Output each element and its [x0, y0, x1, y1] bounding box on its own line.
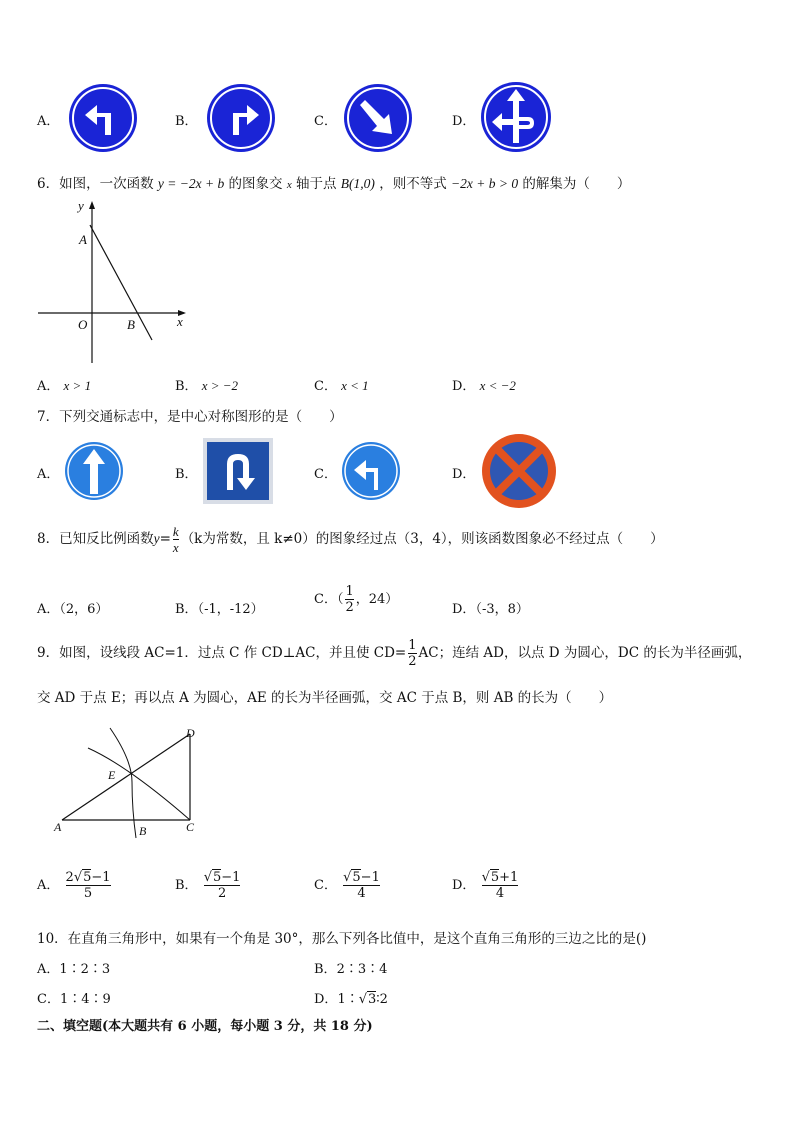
q10-option-a: A．1∶2∶3	[37, 962, 111, 977]
no-stopping-sign-icon	[480, 433, 558, 509]
q9-label-e: E	[108, 768, 116, 782]
q6-option-d: D． x < −2	[452, 378, 516, 394]
q8-option-a: A．（2，6）	[37, 602, 109, 617]
q7-option-b-label: B．	[175, 467, 198, 482]
q9-option-b: B． $\frac{√5-1}{2}$	[175, 870, 241, 901]
down-right-arrow-sign-icon	[342, 83, 414, 153]
q6-label-x: x	[177, 314, 183, 329]
section-2-heading: 二、填空题(本大题共有 6 小题，每小题 3 分，共 18 分)	[37, 1019, 373, 1034]
q9-label-b: B	[139, 824, 147, 838]
q6-label-y: y	[78, 198, 84, 213]
q7-option-c-label: C．	[314, 467, 337, 482]
q8-stem: 8．已知反比例函数y= $\frac{k}{x}$ （k为常数，且 k≠0）的图象经过点（3，4），则该函数图象必不经过点（ ）	[37, 524, 664, 555]
q7-option-d-label: D．	[452, 467, 476, 482]
q8-option-b: B．（-1，-12）	[175, 602, 264, 617]
q9-label-a: A	[54, 820, 62, 834]
q9-label-c: C	[186, 820, 195, 834]
q8-option-c: C．（ $\frac{1}{2}$ ，24）	[314, 584, 399, 615]
left-turn-sign-icon	[341, 442, 401, 500]
q9-option-c: C． $\frac{√5-1}{4}$	[314, 870, 380, 901]
straight-ahead-arrow-sign-icon	[64, 442, 124, 500]
q9-stem-line1: 9．如图，设线段 AC=1．过点 C 作 CD⊥AC，并且使 CD= $\frac{1}{2}$ AC；连结 AD，以点 D 为圆心，DC 的长为半径画弧，	[37, 638, 752, 669]
q6-option-c: C． x < 1	[314, 378, 369, 394]
q10-stem: 10．在直角三角形中，如果有一个角是 30°，那么下列各比值中，是这个直角三角形的三边之比的是()	[37, 931, 647, 947]
q6-stem: 6．如图，一次函数 y = −2x + b 的图象交 x 轴于点 B(1,0) ，则不等式 −2x + b > 0 的解集为（ ）	[37, 176, 631, 192]
q9-option-a: A． $\frac{2√5-1}{5}$	[37, 870, 111, 901]
right-turn-arrow-sign-icon	[205, 83, 277, 153]
q9-option-d: D． $\frac{√5+1}{4}$	[452, 870, 519, 901]
q10-option-d: D．1∶√3∶2	[314, 992, 388, 1007]
u-turn-sign-icon	[203, 438, 273, 504]
q6-label-o: O	[78, 317, 88, 332]
q9-label-d: D	[186, 726, 195, 740]
q5-option-d-label: D．	[452, 114, 476, 129]
straight-or-left-arrow-sign-icon	[480, 81, 552, 153]
q6-label-b: B	[127, 317, 135, 332]
q5-option-a-label: A．	[37, 114, 60, 129]
q9-stem-line2: 交 AD 于点 E；再以点 A 为圆心，AE 的长为半径画弧，交 AC 于点 B，则 AB 的长为（ ）	[37, 690, 613, 706]
q10-option-c: C．1∶4∶9	[37, 992, 111, 1007]
q6-graph	[36, 195, 196, 365]
q6-option-a: A． x > 1	[37, 378, 92, 394]
q7-stem: 7．下列交通标志中，是中心对称图形的是（ ）	[37, 409, 343, 425]
q10-option-b: B．2∶3∶4	[314, 962, 388, 977]
left-turn-arrow-sign-icon	[67, 83, 139, 153]
q5-option-c-label: C．	[314, 114, 337, 129]
q8-option-d: D．（-3，8）	[452, 602, 529, 617]
q6-option-b: B． x > −2	[175, 378, 239, 394]
q7-option-a-label: A．	[37, 467, 60, 482]
q6-label-a: A	[79, 232, 87, 247]
q5-option-b-label: B．	[175, 114, 198, 129]
